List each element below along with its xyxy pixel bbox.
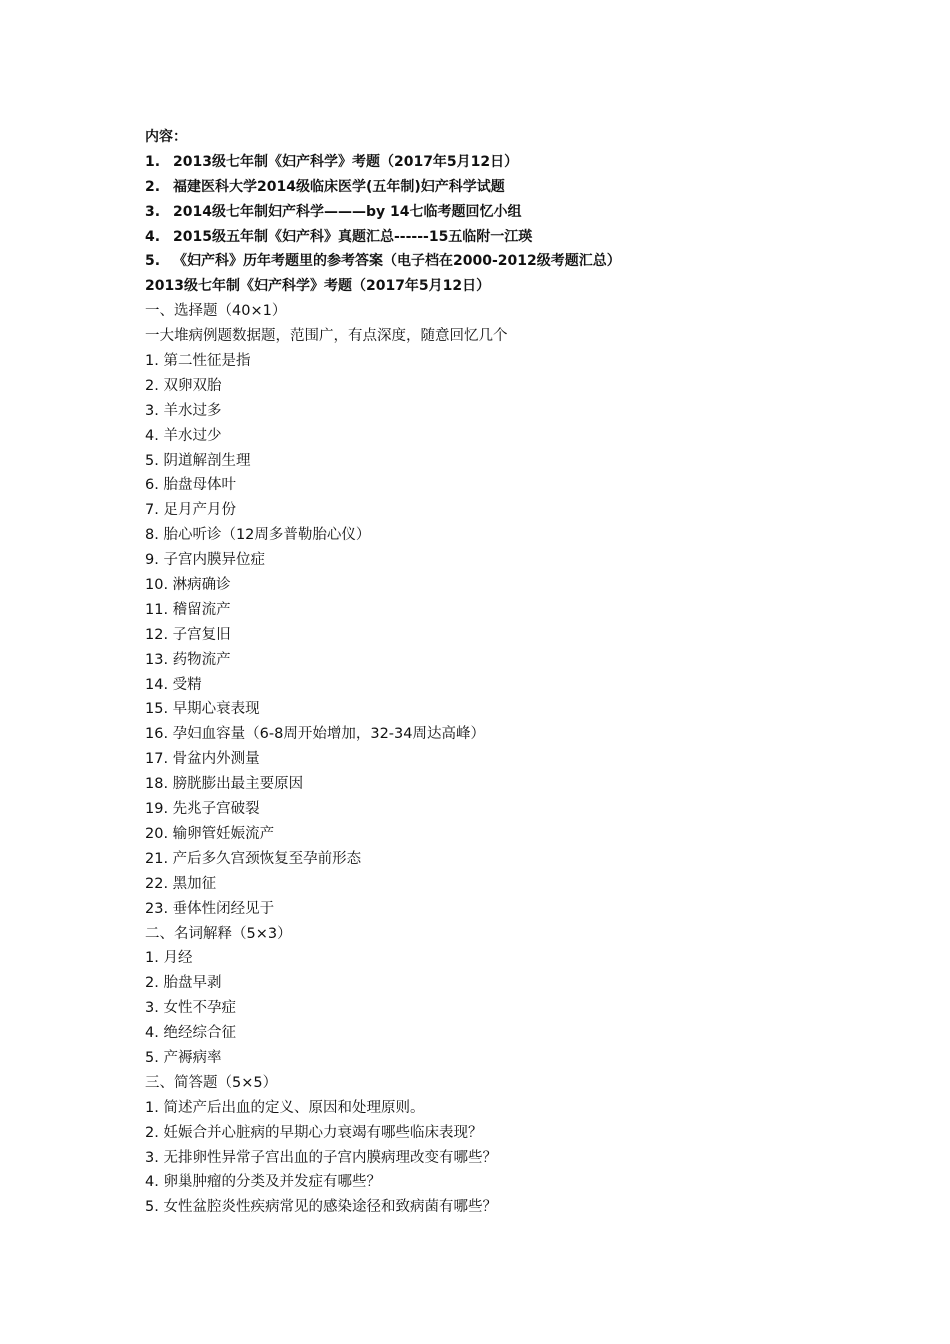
question-item: 16. 孕妇血容量（6-8周开始增加，32-34周达高峰） [145,726,485,743]
term-item: 4. 绝经综合征 [145,1025,236,1042]
toc-item-text: 《妇产科》历年考题里的参考答案（电子档在2000-2012级考题汇总） [173,253,621,270]
section-heading: 二、名词解释（5×3） [145,925,292,942]
question-item: 15. 早期心衰表现 [145,701,260,718]
question-item: 19. 先兆子宫破裂 [145,801,260,818]
question-item: 4. 羊水过少 [145,427,222,444]
toc-item-text: 福建医科大学2014级临床医学(五年制)妇产科学试题 [173,178,505,195]
toc-item [145,175,845,200]
exam-title: 2013级七年制《妇产科学》考题（2017年5月12日） [145,278,491,295]
section-note: 一大堆病例题数据题，范围广，有点深度，随意回忆几个 [145,328,508,345]
toc-item-number: 2. [145,178,161,195]
toc-item [145,249,845,274]
toc-item-number: 1. [145,153,161,170]
toc-item [145,200,845,225]
question-item: 22. 黑加征 [145,875,217,892]
toc-item [145,225,845,250]
short-answer-item: 5. 女性盆腔炎性疾病常见的感染途径和致病菌有哪些？ [145,1199,497,1216]
short-answer-item: 3. 无排卵性异常子宫出血的子宫内膜病理改变有哪些？ [145,1149,497,1166]
question-item: 10. 淋病确诊 [145,577,231,594]
question-item: 6. 胎盘母体叶 [145,477,236,494]
short-answer-item: 1. 简述产后出血的定义、原因和处理原则。 [145,1099,425,1116]
toc-heading: 内容： [145,129,187,145]
question-item: 7. 足月产月份 [145,502,236,519]
question-item: 17. 骨盆内外测量 [145,751,260,768]
question-item: 1. 第二性征是指 [145,353,251,370]
question-item: 8. 胎心听诊（12周多普勒胎心仪） [145,527,371,544]
question-item: 5. 阴道解剖生理 [145,452,251,469]
short-answer-item: 2. 妊娠合并心脏病的早期心力衰竭有哪些临床表现？ [145,1124,483,1141]
question-item: 12. 子宫复旧 [145,626,231,643]
term-item: 3. 女性不孕症 [145,1000,236,1017]
question-item: 14. 受精 [145,676,202,693]
section-heading: 一、选择题（40×1） [145,303,287,320]
term-item: 1. 月经 [145,950,193,967]
term-item: 2. 胎盘早剥 [145,975,222,992]
toc-item-text: 2015级五年制《妇产科》真题汇总------15五临附一江瑛 [173,228,533,245]
toc-item-number: 4. [145,228,161,245]
section-heading: 三、简答题（5×5） [145,1074,278,1091]
short-answer-item: 4. 卵巢肿瘤的分类及并发症有哪些？ [145,1174,381,1191]
question-item: 21. 产后多久宫颈恢复至孕前形态 [145,850,362,867]
question-item: 11. 稽留流产 [145,601,231,618]
toc-item-number: 5. [145,253,161,270]
document-page [145,125,845,1220]
question-item: 18. 膀胱膨出最主要原因 [145,776,304,793]
toc-item [145,150,845,175]
question-item: 23. 垂体性闭经见于 [145,900,275,917]
question-item: 13. 药物流产 [145,651,231,668]
question-item: 20. 输卵管妊娠流产 [145,825,275,842]
toc-item-text: 2013级七年制《妇产科学》考题（2017年5月12日） [173,153,519,170]
question-item: 2. 双卵双胎 [145,377,222,394]
term-item: 5. 产褥病率 [145,1049,222,1066]
question-item: 9. 子宫内膜异位症 [145,552,265,569]
question-item: 3. 羊水过多 [145,402,222,419]
toc-item-number: 3. [145,203,161,220]
toc-item-text: 2014级七年制妇产科学———by 14七临考题回忆小组 [173,203,522,220]
